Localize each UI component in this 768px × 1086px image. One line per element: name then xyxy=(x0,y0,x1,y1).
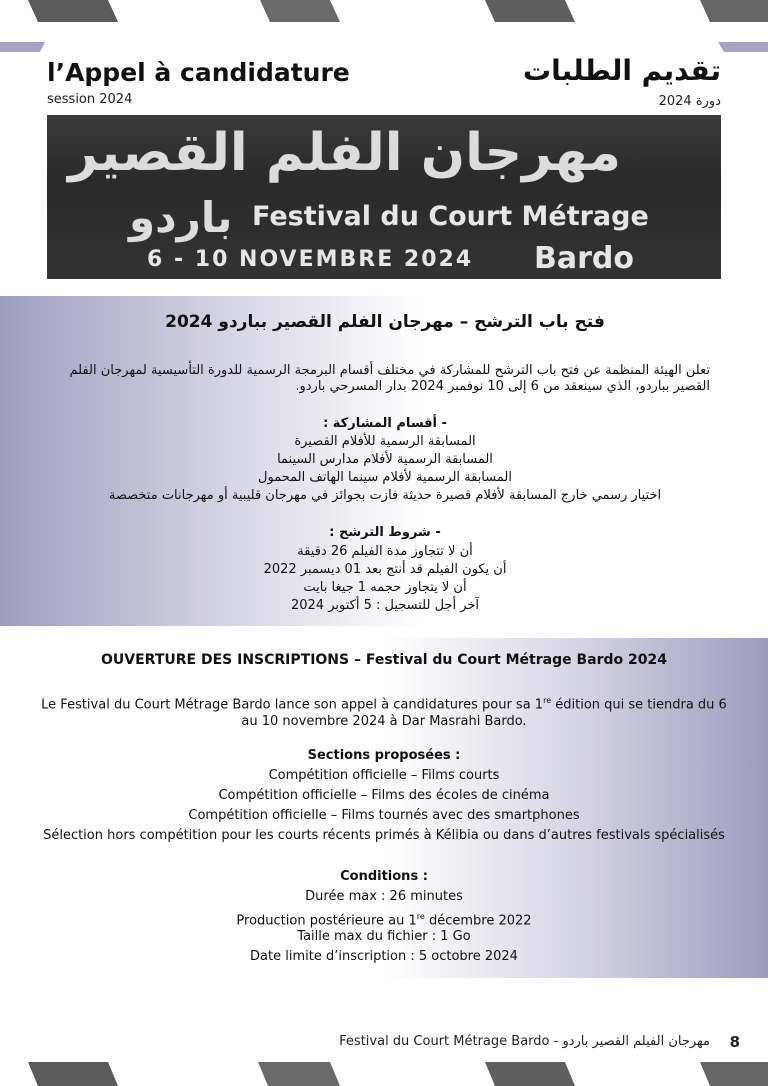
banner-dates: 6 - 10 NOVEMBRE 2024 xyxy=(147,247,474,272)
arabic-section-item: اختيار رسمي خارج المسابقة لأفلام قصيرة حديثة فازت بجوائز في مهرجان قليبية أو مهرجانات متخصصة xyxy=(108,488,662,503)
page-title-fr: l’Appel à candidature xyxy=(47,58,350,87)
arabic-condition-item: أن لا تتجاوز مدة الفيلم 26 دقيقة xyxy=(297,544,473,559)
session-label-fr: session 2024 xyxy=(47,92,133,107)
top-decorative-stripes xyxy=(0,0,768,22)
bottom-decorative-stripes xyxy=(0,1062,768,1086)
banner-title-ar: مهرجان الفلم القصير xyxy=(68,123,621,183)
arabic-section-item: المسابقة الرسمية لأفلام سينما الهاتف المحمول xyxy=(258,470,512,485)
arabic-condition-item: أن لا يتجاوز حجمه 1 جيغا بايت xyxy=(303,580,467,595)
session-label-ar: دورة 2024 xyxy=(658,94,721,109)
header-rule xyxy=(0,42,768,52)
arabic-intro: تعلن الهيئة المنظمة عن فتح باب الترشح للمشاركة في مختلف أقسام البرمجة الرسمية للدورة التأسيسية لمهرجان الفلم القصير بباردو، الذي سينعقد من 6 إلى 10 نوفمبر 2024 بدار المسرحي باردو. xyxy=(69,363,710,394)
french-section-item: Compétition officielle – Films des écoles de cinéma xyxy=(218,788,550,803)
festival-banner xyxy=(47,115,721,279)
french-section-item: Compétition officielle – Films courts xyxy=(268,768,500,783)
arabic-condition-item: أن يكون الفيلم قد أنتج بعد 01 ديسمبر 2022 xyxy=(263,562,507,577)
french-sections-title: Sections proposées : xyxy=(307,748,461,763)
french-condition-item: Durée max : 26 minutes xyxy=(305,889,463,904)
banner-bardo-ar: باردو xyxy=(129,193,233,242)
arabic-section-item: المسابقة الرسمية لأفلام مدارس السينما xyxy=(277,452,493,467)
page-number: 8 xyxy=(729,1033,740,1051)
french-intro: Le Festival du Court Métrage Bardo lance son appel à candidatures pour sa 1re édition qui se tiendra du 6 au 10 novembre 2024 à Dar Masrahi Bardo. xyxy=(41,696,727,730)
french-condition-item: Date limite d’inscription : 5 octobre 2024 xyxy=(250,949,518,964)
arabic-condition-item: آخر أجل للتسجيل : 5 أكتوبر 2024 xyxy=(290,598,480,613)
page-title-ar: تقديم الطلبات xyxy=(523,54,721,87)
arabic-sections-title: - أقسام المشاركة : xyxy=(323,416,447,431)
arabic-heading: فتح باب الترشح – مهرجان الفلم القصير بباردو 2024 xyxy=(165,312,605,332)
french-condition-item: Production postérieure au 1re décembre 2022 xyxy=(236,912,532,929)
french-conditions-title: Conditions : xyxy=(340,869,428,884)
french-condition-item: Taille max du fichier : 1 Go xyxy=(297,929,471,944)
footer-text: Festival du Court Métrage Bardo - مهرجان الفيلم القصير باردو xyxy=(339,1034,710,1049)
arabic-section-item: المسابقة الرسمية للأفلام القصيرة xyxy=(294,434,476,449)
banner-bardo-fr: Bardo xyxy=(534,241,634,276)
banner-festival-fr: Festival du Court Métrage xyxy=(252,201,649,232)
french-section-item: Sélection hors compétition pour les courts récents primés à Kélibia ou dans d’autres festivals spécialisés xyxy=(43,828,725,843)
arabic-conditions-title: - شروط الترشح : xyxy=(329,525,441,540)
french-heading: OUVERTURE DES INSCRIPTIONS – Festival du Court Métrage Bardo 2024 xyxy=(101,652,667,668)
french-section-item: Compétition officielle – Films tournés avec des smartphones xyxy=(188,808,580,823)
